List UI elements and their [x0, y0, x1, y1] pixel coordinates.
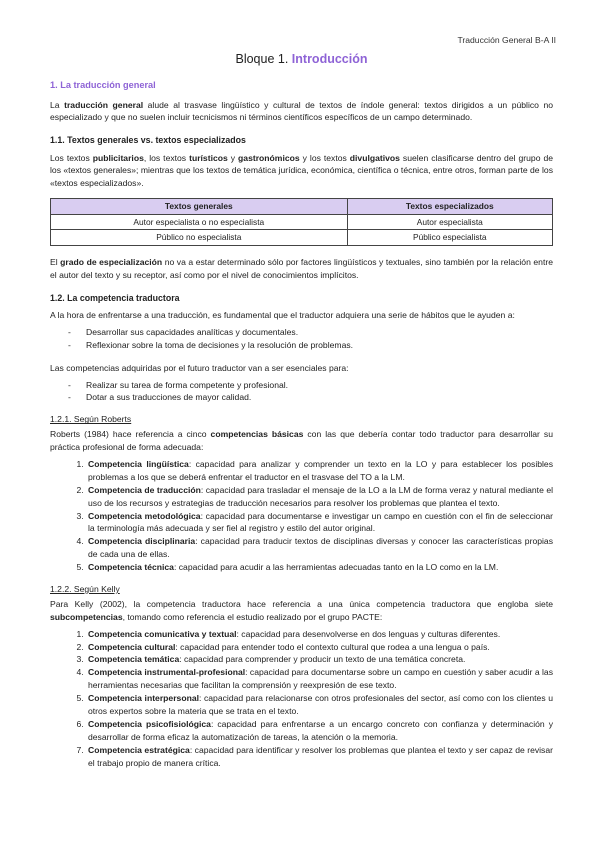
list-item: 2. Competencia cultural: capacidad para entender todo el contexto cultural que rodea a una lengua o país.: [86, 641, 553, 654]
comparison-table: [50, 198, 553, 246]
kelly-subcompetences-list: [68, 628, 553, 770]
list-item: 1. Competencia lingüística: capacidad para analizar y comprender un texto en la LO y para establecer los posibles problemas a los que se deberá enfrentar el traductor en el trasvase del TO a la LM.: [86, 458, 553, 484]
section-heading-traduccion-general: 1. La traducción general: [50, 79, 156, 90]
section-heading-roberts: 1.2.1. Según Roberts: [50, 414, 132, 425]
table-cell: Público no especialista: [51, 230, 348, 246]
table-row: [51, 214, 553, 230]
running-header: Traducción General B-A II: [457, 35, 556, 45]
list-item: 3. Competencia temática: capacidad para comprender y producir un texto de una temática concreta.: [86, 653, 553, 666]
list-item: - Desarrollar sus capacidades analíticas y documentales.: [68, 326, 553, 339]
page-title: [50, 50, 553, 69]
table-row: [51, 230, 553, 246]
habits-list: [68, 326, 553, 352]
section-heading-competencia: 1.2. La competencia traductora: [50, 292, 180, 303]
document-content: [50, 50, 553, 773]
list-item: 3. Competencia metodológica: capacidad para documentarse e investigar un campo en cuestión con el fin de seleccionar la terminología más adecuada y ser fiel al registro y estilo del autor original.: [86, 510, 553, 536]
table-header-cell: Textos especializados: [347, 199, 552, 215]
table-cell: Autor especialista o no especialista: [51, 214, 348, 230]
list-item: 5. Competencia técnica: capacidad para acudir a las herramientas adecuadas tanto en la LO como en la LM.: [86, 561, 553, 574]
page-title-prefix: Bloque 1.: [235, 52, 289, 66]
purpose-list: [68, 379, 553, 405]
paragraph-roberts: Roberts (1984) hace referencia a cinco competencias básicas con las que debería contar todo traductor para desarrollar su práctica profesional de forma adecuada:: [50, 429, 553, 453]
paragraph-habits: A la hora de enfrentarse a una traducción, es fundamental que el traductor adquiera una serie de hábitos que le ayuden a:: [50, 309, 515, 320]
list-item: 1. Competencia comunicativa y textual: capacidad para desenvolverse en dos lenguas y culturas diferentes.: [86, 628, 553, 641]
list-item: 5. Competencia interpersonal: capacidad para relacionarse con otros profesionales del sector, así como con los clientes u otros expertos sobre la materia que se trata en el texto.: [86, 692, 553, 718]
list-item: - Reflexionar sobre la toma de decisiones y la resolución de problemas.: [68, 339, 553, 352]
list-item: 4. Competencia instrumental-profesional: capacidad para documentarse sobre un campo en cuestión y saber acudir a las herramientas necesarias que facilitan la comprensión y reexpresión de ese texto.: [86, 666, 553, 692]
list-item: 2. Competencia de traducción: capacidad para trasladar el mensaje de la LO a la LM de forma veraz y natural mediante el uso de los recursos y estrategias de traducción necesarios para resolver los problemas que plantea el texto.: [86, 484, 553, 510]
table-cell: Autor especialista: [347, 214, 552, 230]
table-header-row: [51, 199, 553, 215]
roberts-competences-list: [68, 458, 553, 574]
paragraph-competences-purpose: Las competencias adquiridas por el futuro traductor van a ser esenciales para:: [50, 362, 349, 373]
page-title-accent: Introducción: [291, 52, 368, 66]
paragraph-specialization: El grado de especialización no va a estar determinado sólo por factores lingüísticos y textuales, sino también por la relación entre el autor del texto y su receptor, así como por el nivel de conocimientos implícitos.: [50, 257, 553, 280]
table-header-cell: Textos generales: [51, 199, 348, 215]
list-item: - Dotar a sus traducciones de mayor calidad.: [68, 391, 553, 404]
list-item: - Realizar su tarea de forma competente y profesional.: [68, 379, 553, 392]
table-cell: Público especialista: [347, 230, 552, 246]
list-item: 6. Competencia psicofisiológica: capacidad para enfrentarse a un encargo concreto con confianza y determinación y desarrollar de forma eficaz la automatización de tareas, la atención o la memoria.: [86, 718, 553, 744]
paragraph-definition: La traducción general alude al trasvase lingüístico y cultural de textos de índole general: textos dirigidos a un público no especializado y que no suelen incluir tecnicismos ni términos científicos específicos de un campo determinado.: [50, 99, 554, 123]
section-heading-textos: 1.1. Textos generales vs. textos especializados: [50, 135, 246, 146]
paragraph-text-types: Los textos publicitarios, los textos turísticos y gastronómicos y los textos divulgativos suelen clasificarse dentro del grupo de los «textos generales»; mientras que los textos de temática jurídica, económica, científica o técnica, entre otros, forman parte de los «textos especializados».: [50, 152, 554, 189]
paragraph-kelly: Para Kelly (2002), la competencia traductora hace referencia a una única competencia traductora que engloba siete subcompetencias, tomando como referencia el estudio realizado por el grupo PACTE:: [50, 598, 553, 622]
list-item: 4. Competencia disciplinaria: capacidad para traducir textos de disciplinas diversas y conocer las características propias de cada una de ellas.: [86, 535, 553, 561]
section-heading-kelly: 1.2.2. Según Kelly: [50, 584, 120, 595]
list-item: 7. Competencia estratégica: capacidad para identificar y resolver los problemas que plantea el texto y ser capaz de revisar el trabajo propio de manera crítica.: [86, 744, 553, 770]
